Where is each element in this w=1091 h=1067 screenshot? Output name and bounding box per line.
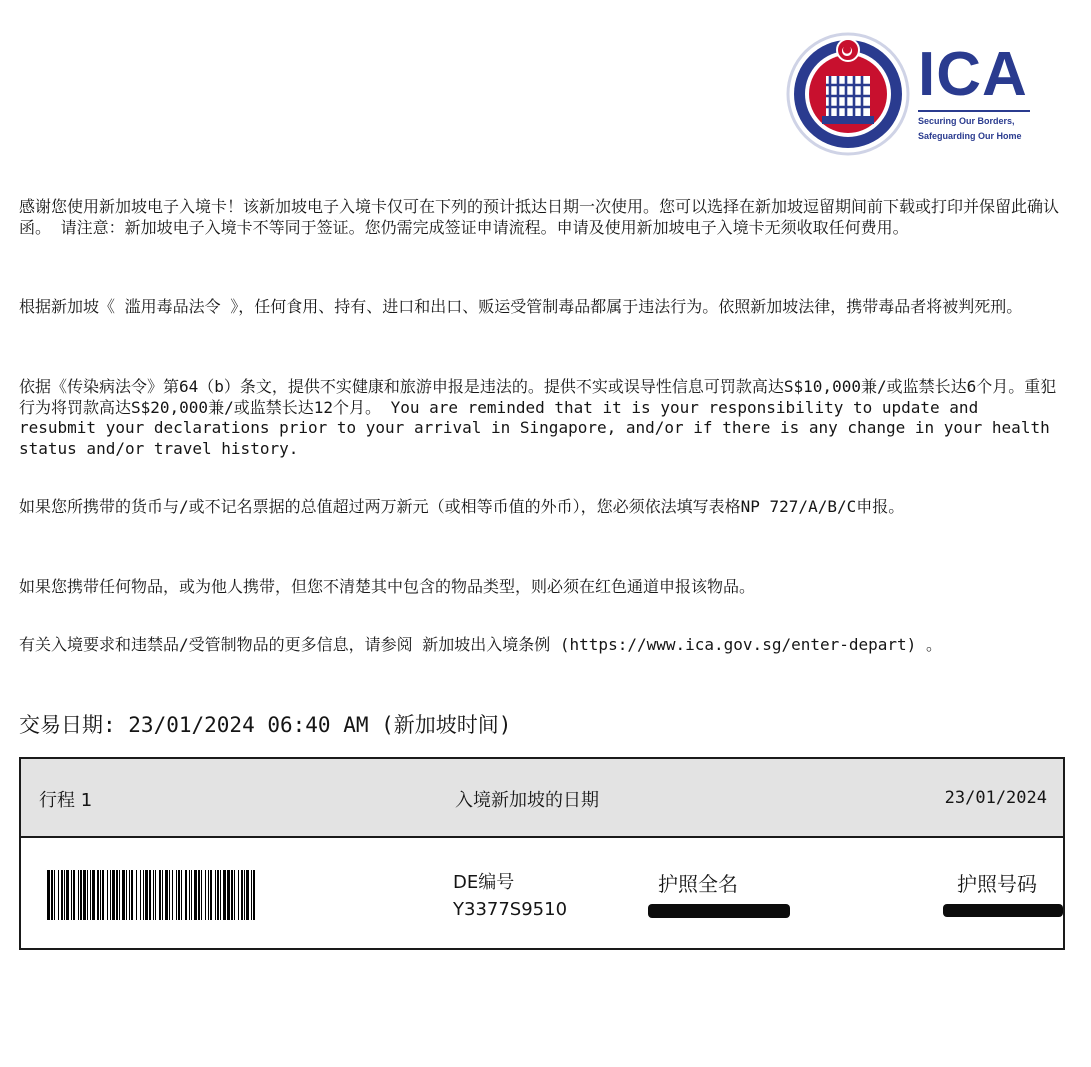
barcode-bar — [169, 870, 170, 920]
ica-title: ICA — [918, 40, 1028, 109]
barcode-bar — [172, 870, 173, 920]
barcode-bar — [244, 870, 245, 920]
barcode-bar — [83, 870, 86, 920]
ica-wordmark — [918, 40, 1030, 142]
barcode-bar — [58, 870, 59, 920]
barcode-bar — [80, 870, 82, 920]
barcode-bar — [54, 870, 55, 920]
passport-number-redaction — [943, 904, 1063, 917]
barcode-bar — [215, 870, 216, 920]
barcode-bar — [73, 870, 75, 920]
barcode-bar — [181, 870, 182, 920]
arrival-date-label: 入境新加坡的日期 — [455, 790, 599, 811]
barcode-bar — [201, 870, 202, 920]
barcode-bar — [194, 870, 197, 920]
barcode — [47, 870, 259, 920]
de-number-value: Y3377S9510 — [453, 899, 568, 920]
barcode-bar — [198, 870, 200, 920]
barcode-bar — [159, 870, 161, 920]
barcode-bar — [227, 870, 230, 920]
ica-logo — [786, 30, 1036, 158]
paragraph-more-info: 有关入境要求和违禁品/受管制物品的更多信息，请参阅 新加坡出入境条例 (https://www.ica.gov.sg/enter-depart) 。 — [19, 635, 942, 654]
barcode-bar — [185, 870, 187, 920]
barcode-bar — [90, 870, 91, 920]
barcode-bar — [107, 870, 108, 920]
ica-tagline-1: Securing Our Borders, — [918, 116, 1015, 126]
barcode-bar — [176, 870, 177, 920]
paragraph-currency: 如果您所携带的货币与/或不记名票据的总值超过两万新元（或相等币值的外币），您必须依法填写表格NP 727/A/B/C申报。 — [19, 497, 905, 516]
barcode-bar — [238, 870, 239, 920]
barcode-bar — [241, 870, 243, 920]
paragraph-red-channel: 如果您携带任何物品，或为他人携带，但您不清楚其中包含的物品类型，则必须在红色通道申报该物品。 — [19, 577, 756, 596]
barcode-bar — [122, 870, 125, 920]
trip-card — [19, 757, 1065, 950]
barcode-bar — [246, 870, 249, 920]
passport-name-redaction — [648, 904, 790, 918]
barcode-bar — [51, 870, 53, 920]
paragraph-welcome: 感谢您使用新加坡电子入境卡！该新加坡电子入境卡仅可在下列的预计抵达日期一次使用。您可以选择在新加坡逗留期间前下载或打印并保留此确认函。 请注意：新加坡电子入境卡不等同于签证。您仍需完成签证申请流程。申请及使用新加坡电子入境卡无须收取任何费用。 — [19, 197, 1060, 237]
barcode-bar — [149, 870, 151, 920]
barcode-bar — [110, 870, 111, 920]
de-number-label: DE编号 — [453, 872, 515, 893]
barcode-bar — [78, 870, 79, 920]
barcode-bar — [178, 870, 180, 920]
barcode-bar — [116, 870, 118, 920]
trip-label: 行程 1 — [39, 790, 93, 811]
barcode-bar — [162, 870, 163, 920]
barcode-bar — [251, 870, 252, 920]
barcode-bar — [71, 870, 72, 920]
barcode-bar — [217, 870, 219, 920]
barcode-bar — [126, 870, 127, 920]
paragraph-health-declaration: 依据《传染病法令》第64（b）条文，提供不实健康和旅游申报是违法的。提供不实或误导性信息可罚款高达S$10,000兼/或监禁长达6个月。重犯行为将罚款高达S$20,000兼/或监禁长达12个月。 You are reminded that it is your responsibility to update and resubmit your declarations prior to your arrival in Singapore, and/or if there is any change in your health status and/or travel history. — [19, 377, 1060, 458]
barcode-bar — [145, 870, 148, 920]
ica-tagline-2: Safeguarding Our Home — [918, 131, 1022, 141]
barcode-bar — [143, 870, 144, 920]
barcode-bar — [140, 870, 141, 920]
barcode-bar — [97, 870, 99, 920]
barcode-bar — [189, 870, 190, 920]
paragraph-drug-law: 根据新加坡《 滥用毒品法令 》，任何食用、持有、进口和出口、贩运受管制毒品都属于违法行为。依照新加坡法律，携带毒品者将被判死刑。 — [19, 297, 1023, 316]
barcode-bar — [119, 870, 120, 920]
barcode-bar — [64, 870, 65, 920]
barcode-bar — [61, 870, 63, 920]
barcode-bar — [165, 870, 168, 920]
barcode-bar — [100, 870, 101, 920]
barcode-bar — [112, 870, 115, 920]
barcode-bar — [231, 870, 233, 920]
trip-header — [21, 759, 1063, 838]
barcode-bar — [205, 870, 206, 920]
barcode-bar — [131, 870, 133, 920]
barcode-bar — [92, 870, 95, 920]
barcode-bar — [220, 870, 221, 920]
arrival-date-value: 23/01/2024 — [944, 788, 1047, 808]
barcode-bar — [136, 870, 137, 920]
barcode-bar — [223, 870, 226, 920]
passport-name-label: 护照全名 — [658, 872, 738, 896]
ica-rule — [918, 110, 1030, 112]
barcode-bar — [253, 870, 255, 920]
transaction-date: 交易日期: 23/01/2024 06:40 AM (新加坡时间) — [19, 713, 512, 737]
barcode-bar — [66, 870, 69, 920]
barcode-bar — [234, 870, 235, 920]
barcode-bar — [191, 870, 192, 920]
barcode-bar — [47, 870, 50, 920]
barcode-bar — [208, 870, 209, 920]
barcode-bar — [155, 870, 156, 920]
barcode-bar — [87, 870, 88, 920]
barcode-bar — [210, 870, 212, 920]
passport-number-label: 护照号码 — [957, 872, 1037, 896]
barcode-bar — [129, 870, 130, 920]
ica-crest-icon — [786, 30, 914, 158]
barcode-bar — [102, 870, 104, 920]
barcode-bar — [153, 870, 154, 920]
